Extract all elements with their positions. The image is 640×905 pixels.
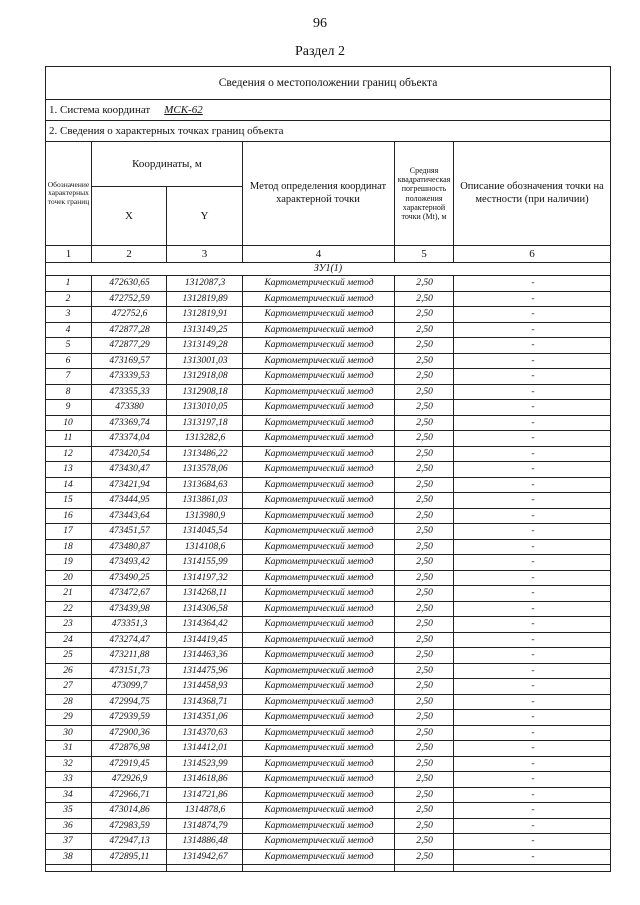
x-value: 473369,74 [91, 416, 167, 431]
table-row [45, 555, 611, 571]
x-value: 473014,86 [91, 803, 167, 818]
x-value: 473493,42 [91, 555, 167, 570]
description-value: - [453, 338, 612, 353]
point-number: 29 [63, 712, 73, 722]
table-row [45, 633, 611, 649]
method-value: Картометрический метод [242, 307, 395, 322]
y-value: 1312087,3 [166, 276, 243, 291]
table-row [45, 571, 611, 587]
header-divider [394, 142, 395, 262]
header-accuracy: Средняя квадратическая погрешность положения характерной точки (Mt), м [397, 165, 451, 221]
accuracy-value: 2,50 [394, 788, 454, 803]
table-row [45, 819, 611, 835]
y-value: 1314368,71 [166, 695, 243, 710]
point-number: 6 [65, 355, 71, 366]
y-value: 1313149,25 [166, 323, 243, 338]
column-divider [242, 865, 395, 872]
description-value: - [453, 617, 612, 632]
accuracy-value: 2,50 [394, 617, 454, 632]
y-value: 1314458,93 [166, 679, 243, 694]
x-value: 472919,45 [91, 757, 167, 772]
point-number: 32 [63, 758, 73, 769]
point-number: 1 [65, 278, 71, 288]
method-value: Картометрический метод [242, 571, 395, 586]
method-value: Картометрический метод [242, 431, 395, 446]
accuracy-value: 2,50 [394, 524, 454, 539]
description-value: - [453, 710, 612, 725]
point-number: 31 [63, 743, 73, 753]
table-row [45, 307, 611, 323]
x-value: 472939,59 [91, 710, 167, 725]
header-description: Описание обозначения точки на местности (при наличии) [460, 180, 604, 205]
x-value: 473355,33 [91, 385, 167, 400]
table-row [45, 276, 611, 292]
point-number: 33 [63, 774, 73, 784]
y-value: 1314942,67 [166, 850, 243, 865]
description-value: - [453, 633, 612, 648]
y-value: 1312908,18 [166, 385, 243, 400]
y-value: 1314721,86 [166, 788, 243, 803]
x-value: 473490,25 [91, 571, 167, 586]
method-value: Картометрический метод [242, 679, 395, 694]
accuracy-value: 2,50 [394, 602, 454, 617]
x-value: 472895,11 [91, 850, 167, 865]
point-number: 14 [63, 479, 73, 490]
y-value: 1314878,6 [166, 803, 243, 818]
point-number: 13 [63, 464, 73, 474]
accuracy-value: 2,50 [394, 354, 454, 369]
point-number: 30 [63, 727, 73, 738]
description-value: - [453, 648, 612, 663]
table-row [45, 509, 611, 525]
table-row [45, 602, 611, 618]
description-value: - [453, 493, 612, 508]
column-number: 4 [315, 248, 322, 260]
column-number: 1 [65, 248, 72, 260]
x-value: 472900,36 [91, 726, 167, 741]
accuracy-value: 2,50 [394, 416, 454, 431]
point-number: 12 [63, 448, 73, 459]
parcel-label: ЗУ1(1) [45, 262, 611, 276]
x-value: 472877,28 [91, 323, 167, 338]
accuracy-value: 2,50 [394, 726, 454, 741]
accuracy-value: 2,50 [394, 509, 454, 524]
point-number: 38 [63, 851, 73, 862]
point-number: 11 [63, 433, 73, 443]
method-value: Картометрический метод [242, 695, 395, 710]
point-number: 15 [63, 495, 73, 505]
page-number: 96 [313, 16, 327, 31]
y-value: 1313861,03 [166, 493, 243, 508]
x-value: 472752,6 [91, 307, 167, 322]
column-number: 5 [421, 248, 427, 260]
accuracy-value: 2,50 [394, 462, 454, 477]
column-number: 3 [201, 248, 208, 260]
y-value: 1314618,86 [166, 772, 243, 787]
y-value: 1314197,32 [166, 571, 243, 586]
accuracy-value: 2,50 [394, 276, 454, 291]
method-value: Картометрический метод [242, 819, 395, 834]
point-number: 22 [63, 603, 73, 614]
accuracy-value: 2,50 [394, 447, 454, 462]
coordinate-system-label: 1. Система координат [49, 104, 151, 116]
y-value: 1314108,6 [166, 540, 243, 555]
x-value: 473420,54 [91, 447, 167, 462]
description-value: - [453, 695, 612, 710]
point-number: 2 [65, 293, 71, 304]
accuracy-value: 2,50 [394, 571, 454, 586]
table-title: Сведения о местоположении границ объекта [45, 66, 611, 100]
x-value: 472994,75 [91, 695, 167, 710]
method-value: Картометрический метод [242, 493, 395, 508]
y-value: 1313001,03 [166, 354, 243, 369]
method-value: Картометрический метод [242, 602, 395, 617]
table-row [45, 710, 611, 726]
method-value: Картометрический метод [242, 354, 395, 369]
method-value: Картометрический метод [242, 292, 395, 307]
x-value: 473451,57 [91, 524, 167, 539]
header-y: Y [200, 210, 209, 222]
point-number: 18 [63, 541, 73, 552]
method-value: Картометрический метод [242, 586, 395, 601]
table-row [45, 338, 611, 354]
table-row [45, 478, 611, 494]
column-divider [91, 865, 167, 872]
column-number: 2 [126, 248, 132, 260]
accuracy-value: 2,50 [394, 555, 454, 570]
x-value: 473099,7 [91, 679, 167, 694]
description-value: - [453, 803, 612, 818]
description-value: - [453, 385, 612, 400]
x-value: 473151,73 [91, 664, 167, 679]
table-row [45, 416, 611, 432]
column-divider [453, 865, 612, 872]
y-value: 1314463,36 [166, 648, 243, 663]
x-value: 473351,3 [91, 617, 167, 632]
point-number: 23 [63, 619, 73, 629]
y-value: 1314523,99 [166, 757, 243, 772]
y-value: 1313149,28 [166, 338, 243, 353]
y-value: 1314412,01 [166, 741, 243, 756]
point-number: 16 [63, 510, 73, 521]
point-number: 35 [63, 805, 73, 815]
point-number: 28 [63, 696, 73, 707]
x-value: 473444,95 [91, 493, 167, 508]
description-value: - [453, 323, 612, 338]
table-row [45, 493, 611, 509]
method-value: Картометрический метод [242, 462, 395, 477]
x-value: 473430,47 [91, 462, 167, 477]
description-value: - [453, 462, 612, 477]
table-row [45, 617, 611, 633]
x-value: 472926,9 [91, 772, 167, 787]
method-value: Картометрический метод [242, 834, 395, 849]
accuracy-value: 2,50 [394, 710, 454, 725]
point-number: 36 [63, 820, 73, 831]
table-row [45, 788, 611, 804]
description-value: - [453, 757, 612, 772]
description-value: - [453, 586, 612, 601]
x-value: 472877,29 [91, 338, 167, 353]
column-divider [394, 865, 454, 872]
table-row [45, 292, 611, 308]
y-value: 1314419,45 [166, 633, 243, 648]
accuracy-value: 2,50 [394, 338, 454, 353]
description-value: - [453, 555, 612, 570]
description-value: - [453, 524, 612, 539]
method-value: Картометрический метод [242, 757, 395, 772]
header-divider [453, 142, 454, 262]
description-value: - [453, 772, 612, 787]
method-value: Картометрический метод [242, 648, 395, 663]
x-value: 473443,64 [91, 509, 167, 524]
table-row [45, 648, 611, 664]
accuracy-value: 2,50 [394, 431, 454, 446]
x-value: 472966,71 [91, 788, 167, 803]
y-value: 1313486,22 [166, 447, 243, 462]
method-value: Картометрический метод [242, 369, 395, 384]
method-value: Картометрический метод [242, 617, 395, 632]
table-row [45, 369, 611, 385]
accuracy-value: 2,50 [394, 850, 454, 865]
accuracy-value: 2,50 [394, 292, 454, 307]
table-row [45, 354, 611, 370]
point-number: 20 [63, 572, 73, 583]
y-value: 1313282,6 [166, 431, 243, 446]
y-value: 1314370,63 [166, 726, 243, 741]
table-row [45, 834, 611, 850]
x-value: 472876,98 [91, 741, 167, 756]
accuracy-value: 2,50 [394, 695, 454, 710]
table-row [45, 726, 611, 742]
characteristic-points-label: 2. Сведения о характерных точках границ объекта [45, 121, 611, 142]
point-number: 37 [63, 836, 73, 846]
header-x: X [125, 210, 133, 222]
table-row [45, 400, 611, 416]
description-value: - [453, 292, 612, 307]
section-title: Раздел 2 [294, 44, 346, 59]
description-value: - [453, 307, 612, 322]
table-row [45, 524, 611, 540]
y-value: 1314306,58 [166, 602, 243, 617]
point-number: 4 [65, 324, 71, 335]
table-row [45, 679, 611, 695]
method-value: Картометрический метод [242, 726, 395, 741]
accuracy-value: 2,50 [394, 633, 454, 648]
description-value: - [453, 509, 612, 524]
point-number: 7 [65, 371, 71, 381]
description-value: - [453, 400, 612, 415]
table-row [45, 772, 611, 788]
table-row [45, 431, 611, 447]
point-number: 21 [63, 588, 73, 598]
table-row [45, 447, 611, 463]
accuracy-value: 2,50 [394, 679, 454, 694]
table-row [45, 664, 611, 680]
accuracy-value: 2,50 [394, 819, 454, 834]
accuracy-value: 2,50 [394, 307, 454, 322]
description-value: - [453, 679, 612, 694]
description-value: - [453, 788, 612, 803]
description-value: - [453, 571, 612, 586]
point-number: 8 [65, 386, 71, 397]
accuracy-value: 2,50 [394, 369, 454, 384]
coordinate-system-row [45, 100, 611, 121]
accuracy-value: 2,50 [394, 493, 454, 508]
description-value: - [453, 369, 612, 384]
accuracy-value: 2,50 [394, 803, 454, 818]
table-row [45, 850, 611, 866]
accuracy-value: 2,50 [394, 772, 454, 787]
y-value: 1314351,06 [166, 710, 243, 725]
method-value: Картометрический метод [242, 788, 395, 803]
x-value: 473374,04 [91, 431, 167, 446]
accuracy-value: 2,50 [394, 478, 454, 493]
y-value: 1312918,08 [166, 369, 243, 384]
accuracy-value: 2,50 [394, 400, 454, 415]
point-number: 24 [63, 634, 73, 645]
description-value: - [453, 741, 612, 756]
point-number: 25 [63, 650, 73, 660]
point-number: 27 [63, 681, 73, 691]
description-value: - [453, 431, 612, 446]
y-value: 1313197,18 [166, 416, 243, 431]
y-value: 1314268,11 [166, 586, 243, 601]
accuracy-value: 2,50 [394, 648, 454, 663]
x-value: 472752,59 [91, 292, 167, 307]
method-value: Картометрический метод [242, 524, 395, 539]
description-value: - [453, 602, 612, 617]
table-row [45, 462, 611, 478]
x-value: 472947,13 [91, 834, 167, 849]
y-value: 1314364,42 [166, 617, 243, 632]
x-value: 473380 [91, 400, 167, 415]
column-number: 6 [529, 248, 535, 260]
y-value: 1314155,99 [166, 555, 243, 570]
x-value: 473439,98 [91, 602, 167, 617]
method-value: Картометрический метод [242, 741, 395, 756]
point-number: 3 [65, 309, 71, 319]
y-value: 1314874,79 [166, 819, 243, 834]
accuracy-value: 2,50 [394, 757, 454, 772]
x-value: 473421,94 [91, 478, 167, 493]
method-value: Картометрический метод [242, 276, 395, 291]
description-value: - [453, 834, 612, 849]
table-row [45, 385, 611, 401]
table-row [45, 323, 611, 339]
point-number: 5 [65, 340, 71, 350]
method-value: Картометрический метод [242, 555, 395, 570]
description-value: - [453, 664, 612, 679]
x-value: 473480,87 [91, 540, 167, 555]
accuracy-value: 2,50 [394, 586, 454, 601]
y-value: 1314475,96 [166, 664, 243, 679]
y-value: 1314886,48 [166, 834, 243, 849]
accuracy-value: 2,50 [394, 323, 454, 338]
x-value: 472630,65 [91, 276, 167, 291]
header-coords: Координаты, м [132, 158, 202, 170]
y-value: 1313684,63 [166, 478, 243, 493]
table-row [45, 803, 611, 819]
method-value: Картометрический метод [242, 540, 395, 555]
header-divider [242, 142, 243, 262]
y-value: 1314045,54 [166, 524, 243, 539]
method-value: Картометрический метод [242, 633, 395, 648]
accuracy-value: 2,50 [394, 385, 454, 400]
coordinate-system-value: МСК-62 [164, 104, 203, 116]
x-value: 473339,53 [91, 369, 167, 384]
table-row [45, 741, 611, 757]
method-value: Картометрический метод [242, 710, 395, 725]
table-row [45, 586, 611, 602]
method-value: Картометрический метод [242, 509, 395, 524]
x-value: 473274,47 [91, 633, 167, 648]
header-point: Обозначение характерных точек границ [47, 180, 90, 206]
description-value: - [453, 819, 612, 834]
method-value: Картометрический метод [242, 385, 395, 400]
accuracy-value: 2,50 [394, 834, 454, 849]
method-value: Картометрический метод [242, 323, 395, 338]
description-value: - [453, 850, 612, 865]
point-number: 17 [63, 526, 73, 536]
method-value: Картометрический метод [242, 478, 395, 493]
method-value: Картометрический метод [242, 664, 395, 679]
table-row [45, 540, 611, 556]
method-value: Картометрический метод [242, 803, 395, 818]
accuracy-value: 2,50 [394, 540, 454, 555]
method-value: Картометрический метод [242, 416, 395, 431]
x-value: 473472,67 [91, 586, 167, 601]
point-number: 34 [63, 789, 73, 800]
table-row-partial [45, 865, 611, 872]
y-value: 1313010,05 [166, 400, 243, 415]
method-value: Картометрический метод [242, 772, 395, 787]
point-number: 26 [63, 665, 73, 676]
description-value: - [453, 540, 612, 555]
method-value: Картометрический метод [242, 400, 395, 415]
description-value: - [453, 354, 612, 369]
accuracy-value: 2,50 [394, 664, 454, 679]
point-number: 19 [63, 557, 73, 567]
header-method: Метод определения координат характерной точки [249, 180, 387, 205]
y-value: 1313980,9 [166, 509, 243, 524]
method-value: Картометрический метод [242, 850, 395, 865]
y-value: 1313578,06 [166, 462, 243, 477]
description-value: - [453, 726, 612, 741]
x-value: 472983,59 [91, 819, 167, 834]
description-value: - [453, 416, 612, 431]
point-number: 9 [65, 402, 71, 412]
point-number: 10 [63, 417, 73, 428]
description-value: - [453, 478, 612, 493]
method-value: Картометрический метод [242, 338, 395, 353]
column-divider [166, 865, 243, 872]
accuracy-value: 2,50 [394, 741, 454, 756]
method-value: Картометрический метод [242, 447, 395, 462]
table-row [45, 757, 611, 773]
description-value: - [453, 276, 612, 291]
y-value: 1312819,91 [166, 307, 243, 322]
x-value: 473169,57 [91, 354, 167, 369]
x-value: 473211,88 [91, 648, 167, 663]
y-value: 1312819,89 [166, 292, 243, 307]
description-value: - [453, 447, 612, 462]
table-row [45, 695, 611, 711]
